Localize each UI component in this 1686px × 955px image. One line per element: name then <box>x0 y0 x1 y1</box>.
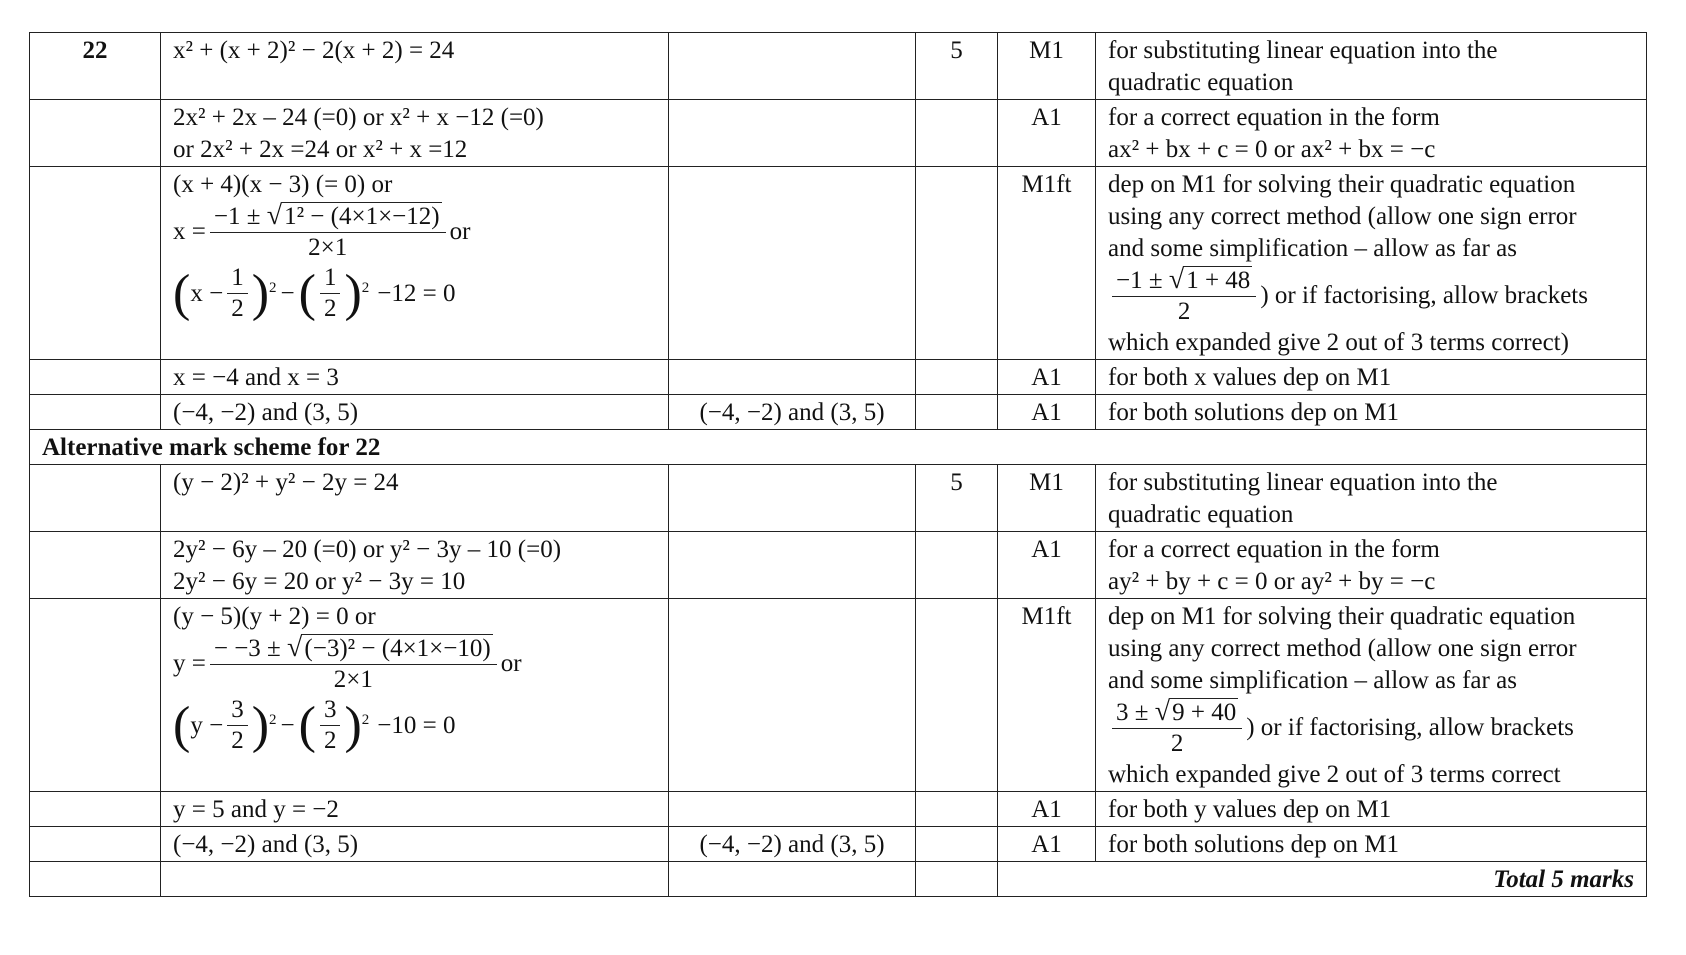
note-line: quadratic equation <box>1108 501 1294 528</box>
mark-scheme-table <box>29 32 1647 897</box>
minus-sign: − <box>280 711 295 739</box>
alternative-heading: Alternative mark scheme for 22 <box>30 430 1647 465</box>
notes-cell <box>1096 395 1647 430</box>
working-text: (−4, −2) and (3, 5) <box>173 831 359 858</box>
right-paren-icon: ) <box>251 264 270 322</box>
table-row <box>30 862 1647 897</box>
note-line: using any correct method (allow one sign error <box>1108 203 1577 230</box>
answer-cell <box>669 792 916 827</box>
answer-text: (−4, −2) and (3, 5) <box>669 827 916 862</box>
answer-cell <box>669 360 916 395</box>
formula-radicand: 1² − (4×1×−12) <box>284 203 440 230</box>
formula-denominator: 2×1 <box>308 234 348 261</box>
half-num: 3 <box>320 695 341 726</box>
completing-square <box>173 695 656 756</box>
quadratic-formula <box>173 633 656 695</box>
notes-cell <box>1096 827 1647 862</box>
marks-total-cell <box>916 792 998 827</box>
notes-cell <box>1096 465 1647 532</box>
half-fraction <box>320 263 341 324</box>
table-row <box>30 33 1647 100</box>
half-den: 2 <box>323 727 337 754</box>
working-cell <box>161 532 669 599</box>
formula-num-prefix: −1 ± <box>213 203 261 230</box>
note-radicand: 1 + 48 <box>1186 267 1251 294</box>
half-fraction <box>320 695 341 756</box>
question-number-cell <box>30 167 161 360</box>
note-line: for both x values dep on M1 <box>1108 364 1392 391</box>
note-line: and some simplification – allow as far as <box>1108 667 1517 694</box>
working-text: (y − 2)² + y² − 2y = 24 <box>173 469 399 496</box>
formula-lhs: y = <box>173 650 206 677</box>
note-fraction <box>1112 265 1256 327</box>
question-number-cell <box>30 792 161 827</box>
note-line: which expanded give 2 out of 3 terms correct) <box>1108 329 1569 356</box>
half-num: 1 <box>227 263 248 294</box>
marks-total-cell <box>916 100 998 167</box>
half-num: 3 <box>227 695 248 726</box>
square-exponent: 2 <box>361 711 370 728</box>
notes-cell <box>1096 532 1647 599</box>
working-cell <box>161 360 669 395</box>
note-after: ) or if factorising, allow brackets <box>1260 282 1588 309</box>
table-row <box>30 827 1647 862</box>
note-radicand: 9 + 40 <box>1172 699 1237 726</box>
note-line: for both solutions dep on M1 <box>1108 831 1399 858</box>
formula-num-prefix: − −3 ± <box>213 635 281 662</box>
question-number-cell <box>30 532 161 599</box>
question-number-cell <box>30 465 161 532</box>
note-fraction <box>1112 697 1242 759</box>
left-paren-icon: ( <box>298 264 316 322</box>
half-fraction <box>227 263 248 324</box>
working-cell <box>161 395 669 430</box>
marks-total-cell <box>916 532 998 599</box>
cts-tail: −10 = 0 <box>377 711 456 739</box>
working-text: x = −4 and x = 3 <box>173 364 339 391</box>
formula-radicand: (−3)² − (4×1×−10) <box>304 635 491 662</box>
working-cell <box>161 862 669 897</box>
answer-cell <box>669 167 916 360</box>
working-text: y = 5 and y = −2 <box>173 796 339 823</box>
quadratic-formula <box>173 201 656 263</box>
question-number-cell <box>30 100 161 167</box>
or-word: or <box>500 650 522 677</box>
notes-cell <box>1096 599 1647 792</box>
left-paren-icon: ( <box>173 696 191 754</box>
right-paren-icon: ) <box>251 696 270 754</box>
working-cell <box>161 827 669 862</box>
total-marks: Total 5 marks <box>998 862 1647 897</box>
mark-code: M1 <box>998 465 1096 532</box>
right-paren-icon: ) <box>344 696 362 754</box>
mark-code: A1 <box>998 360 1096 395</box>
answer-cell <box>669 100 916 167</box>
marks-total-cell <box>916 599 998 792</box>
note-line: for both solutions dep on M1 <box>1108 399 1399 426</box>
working-text: 2y² − 6y – 20 (=0) or y² − 3y – 10 (=0) <box>173 536 562 563</box>
mark-code: M1 <box>998 33 1096 100</box>
minus-sign: − <box>280 279 295 307</box>
half-num: 1 <box>320 263 341 294</box>
notes-cell <box>1096 792 1647 827</box>
sqrt-icon: √ <box>266 200 283 231</box>
note-line: for a correct equation in the form <box>1108 536 1440 563</box>
square-exponent: 2 <box>269 279 277 296</box>
working-text: or 2x² + 2x =24 or x² + x =12 <box>173 136 468 163</box>
half-den: 2 <box>231 295 244 322</box>
marks-total: 5 <box>916 33 998 100</box>
mark-code: M1ft <box>998 599 1096 792</box>
formula-denominator: 2×1 <box>333 666 373 693</box>
marks-total-cell <box>916 167 998 360</box>
left-paren-icon: ( <box>173 264 191 322</box>
left-paren-icon: ( <box>298 696 316 754</box>
table-row <box>30 792 1647 827</box>
note-line: using any correct method (allow one sign error <box>1108 635 1577 662</box>
square-exponent: 2 <box>361 279 370 296</box>
table-row <box>30 395 1647 430</box>
working-text: 2x² + 2x – 24 (=0) or x² + x −12 (=0) <box>173 104 544 131</box>
table-row <box>30 532 1647 599</box>
working-cell <box>161 792 669 827</box>
formula-fraction <box>210 201 446 263</box>
question-number-cell <box>30 862 161 897</box>
completing-square <box>173 263 656 324</box>
cts-tail: −12 = 0 <box>377 279 456 307</box>
marks-total: 5 <box>916 465 998 532</box>
half-den: 2 <box>323 295 337 322</box>
half-den: 2 <box>231 727 244 754</box>
question-number-cell <box>30 599 161 792</box>
notes-cell <box>1096 167 1647 360</box>
formula-fraction <box>210 633 497 695</box>
mark-code: A1 <box>998 827 1096 862</box>
note-line: for substituting linear equation into the <box>1108 37 1498 64</box>
note-denominator: 2 <box>1177 298 1191 325</box>
sqrt-icon: √ <box>1154 696 1171 727</box>
working-text: x² + (x + 2)² − 2(x + 2) = 24 <box>173 37 455 64</box>
working-text: 2y² − 6y = 20 or y² − 3y = 10 <box>173 568 466 595</box>
working-cell <box>161 599 669 792</box>
answer-cell <box>669 33 916 100</box>
marks-total-cell <box>916 862 998 897</box>
factorised-form: (y − 5)(y + 2) = 0 or <box>173 603 376 630</box>
table-row <box>30 599 1647 792</box>
working-cell <box>161 100 669 167</box>
note-denominator: 2 <box>1170 730 1184 757</box>
notes-cell <box>1096 33 1647 100</box>
question-number-cell <box>30 827 161 862</box>
mark-code: A1 <box>998 395 1096 430</box>
marks-total-cell <box>916 360 998 395</box>
note-num-prefix: 3 ± <box>1116 699 1149 726</box>
mark-code: A1 <box>998 100 1096 167</box>
working-text: (−4, −2) and (3, 5) <box>173 399 359 426</box>
note-line: for substituting linear equation into the <box>1108 469 1498 496</box>
note-line: quadratic equation <box>1108 69 1294 96</box>
note-line: ay² + by + c = 0 or ay² + by = −c <box>1108 568 1436 595</box>
notes-cell <box>1096 360 1647 395</box>
working-cell <box>161 33 669 100</box>
question-number-cell <box>30 395 161 430</box>
table-row <box>30 100 1647 167</box>
cts-term: y − <box>190 711 224 739</box>
square-exponent: 2 <box>269 711 277 728</box>
answer-cell <box>669 862 916 897</box>
note-line: which expanded give 2 out of 3 terms correct <box>1108 761 1561 788</box>
note-after: ) or if factorising, allow brackets <box>1246 714 1574 741</box>
answer-cell <box>669 532 916 599</box>
note-line: for both y values dep on M1 <box>1108 796 1392 823</box>
note-line: dep on M1 for solving their quadratic equation <box>1108 603 1576 630</box>
marks-total-cell <box>916 395 998 430</box>
formula-lhs: x = <box>173 218 206 245</box>
table-row <box>30 360 1647 395</box>
sqrt-icon: √ <box>1168 264 1185 295</box>
note-fraction-line <box>1108 697 1634 759</box>
table-row <box>30 167 1647 360</box>
cts-term: x − <box>190 279 224 307</box>
working-cell <box>161 167 669 360</box>
mark-code: M1ft <box>998 167 1096 360</box>
note-line: dep on M1 for solving their quadratic equation <box>1108 171 1576 198</box>
working-cell <box>161 465 669 532</box>
notes-cell <box>1096 100 1647 167</box>
table-row <box>30 430 1647 465</box>
or-word: or <box>449 218 471 245</box>
note-num-prefix: −1 ± <box>1116 267 1163 294</box>
answer-cell <box>669 465 916 532</box>
marks-total-cell <box>916 827 998 862</box>
question-number: 22 <box>30 33 161 100</box>
factorised-form: (x + 4)(x − 3) (= 0) or <box>173 171 393 198</box>
sqrt-icon: √ <box>287 632 303 663</box>
answer-cell <box>669 599 916 792</box>
table-row <box>30 465 1647 532</box>
mark-code: A1 <box>998 532 1096 599</box>
note-line: for a correct equation in the form <box>1108 104 1440 131</box>
note-line: ax² + bx + c = 0 or ax² + bx = −c <box>1108 136 1436 163</box>
half-fraction <box>227 695 248 756</box>
question-number-cell <box>30 360 161 395</box>
note-line: and some simplification – allow as far as <box>1108 235 1517 262</box>
answer-text: (−4, −2) and (3, 5) <box>669 395 916 430</box>
mark-code: A1 <box>998 792 1096 827</box>
note-fraction-line <box>1108 265 1634 327</box>
right-paren-icon: ) <box>344 264 362 322</box>
